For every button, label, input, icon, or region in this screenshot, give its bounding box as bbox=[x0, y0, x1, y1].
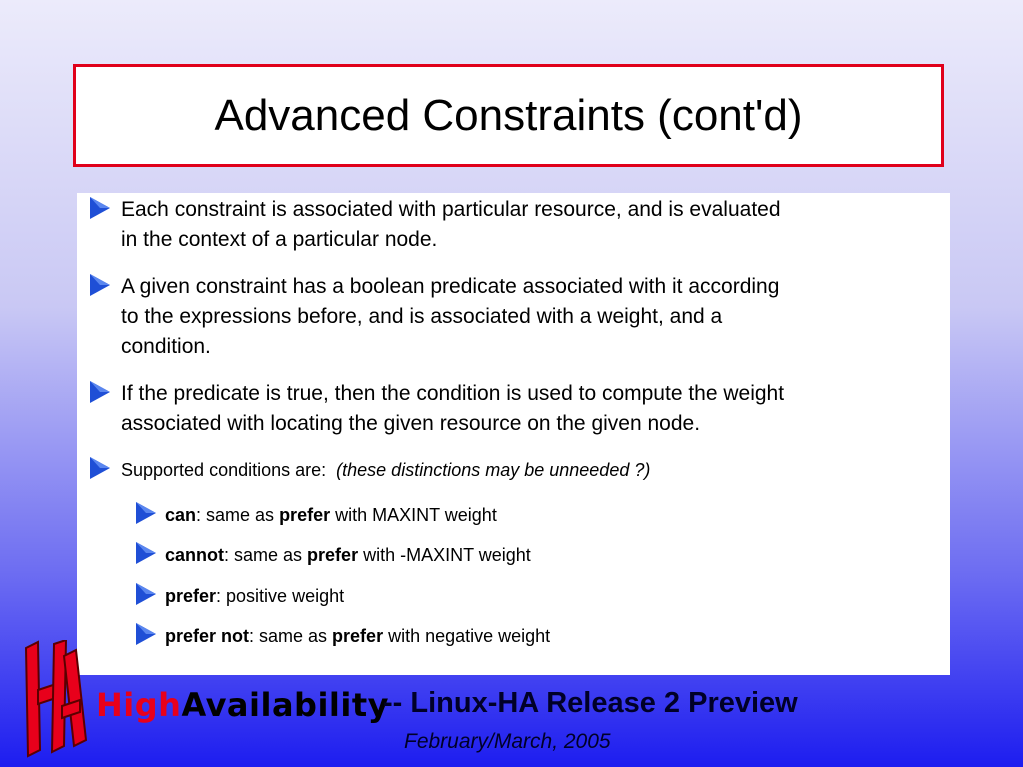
bullet-3 bbox=[87, 379, 827, 439]
blue-triangle-arrow-icon bbox=[87, 379, 113, 405]
sub-bullet-cannot bbox=[133, 540, 833, 570]
sub-bullet-text: can: same as prefer with MAXINT weight bbox=[165, 505, 497, 525]
bullet-4-text: Supported conditions are: (these distinctions may be unneeded ?) bbox=[121, 460, 651, 480]
slide-title: Advanced Constraints (cont'd) bbox=[214, 90, 803, 140]
sub-bullet-text: cannot: same as prefer with -MAXINT weight bbox=[165, 545, 531, 565]
high-availability-wordmark: HighAvailability bbox=[96, 686, 390, 724]
sub-bullet-prefer bbox=[133, 581, 833, 611]
blue-triangle-arrow-icon bbox=[87, 272, 113, 298]
ha-logo-icon bbox=[18, 640, 88, 760]
blue-triangle-arrow-icon bbox=[87, 195, 113, 221]
sub-bullet-text: prefer: positive weight bbox=[165, 586, 345, 606]
blue-triangle-arrow-icon bbox=[133, 540, 159, 566]
blue-triangle-arrow-icon bbox=[87, 455, 113, 481]
bullet-1 bbox=[87, 195, 827, 255]
footer-release-text: -- Linux-HA Release 2 Preview bbox=[383, 687, 798, 719]
bullet-2-text: A given constraint has a boolean predicate associated with it according to the expressions before, and is associated with a weight, and a condition. bbox=[121, 275, 780, 358]
bullet-2 bbox=[87, 272, 827, 362]
footer-date: February/March, 2005 bbox=[404, 730, 611, 753]
blue-triangle-arrow-icon bbox=[133, 621, 159, 647]
bullet-4 bbox=[87, 455, 827, 485]
blue-triangle-arrow-icon bbox=[133, 500, 159, 526]
title-box bbox=[73, 64, 944, 167]
sub-bullet-can bbox=[133, 500, 833, 530]
bullet-1-text: Each constraint is associated with particular resource, and is evaluated in the context of a particular node. bbox=[121, 198, 781, 251]
sub-bullet-text: prefer not: same as prefer with negative weight bbox=[165, 626, 551, 646]
blue-triangle-arrow-icon bbox=[133, 581, 159, 607]
bullet-3-text: If the predicate is true, then the condition is used to compute the weight associated with locating the given resource on the given node. bbox=[121, 382, 785, 435]
sub-bullet-prefer-not bbox=[133, 621, 833, 651]
